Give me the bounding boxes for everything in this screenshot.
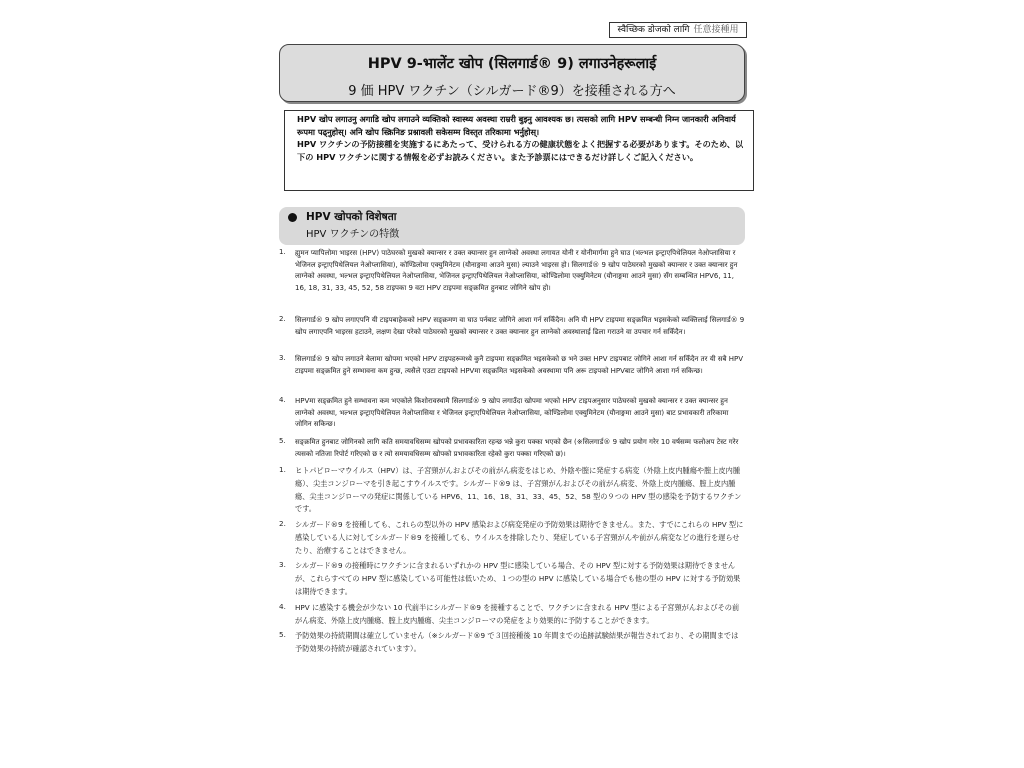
title-box bbox=[279, 44, 745, 102]
title-japanese: 9 価 HPV ワクチン（シルガード®9）を接種される方へ bbox=[348, 84, 676, 99]
list-item-number: 2. bbox=[279, 519, 286, 528]
tag-japanese: 任意接種用 bbox=[693, 25, 739, 35]
list-item-text: सङ्क्रमित हुनबाट जोगिनको लागि कति समयावधिसम्म खोपको प्रभावकारिता रहन्छ भन्ने कुरा पक्का भएको छैन (※सिलगार्ड® 9 खोप प्रयोग गरेर 10 वर्षसम्म फलोअप टेस्ट गरेर त्यसको नतिजा रिपोर्ट गरिएको छ र त्यो समयावधिसम्म खोपको प्रभावकारिता रहेको कुरा पक्का गरिएको छ)। bbox=[295, 438, 739, 458]
list-item-text: シルガード®9 の接種時にワクチンに含まれるいずれかの HPV 型に感染している場合、その HPV 型に対する予防効果は期待できませんが、これらすべての HPV 型に感染している可能性は低いため、１つの型の HPV に感染している場合でも他の型の HPV に対する予防効果は期待できます。 bbox=[295, 561, 741, 596]
list-item-number: 3. bbox=[279, 560, 286, 569]
list-item-text: 予防効果の持続期間は確立していません（※シルガード®9 で３回接種後 10 年間までの追跡試験結果が報告されており、その期間までは予防効果の持続が確認されています）。 bbox=[295, 631, 739, 653]
voluntary-vaccination-tag bbox=[609, 22, 747, 38]
list-item-text: HPV に感染する機会が少ない 10 代前半にシルガード®9 を接種することで、ワクチンに含まれる HPV 型による子宮頸がんおよびその前がん病変、外陰上皮内腫瘍、膣上皮内腫瘍、尖圭コンジローマの発症をより効果的に予防することができます。 bbox=[295, 603, 740, 625]
notice-nepali: HPV खोप लगाउनु अगाडि खोप लगाउने व्यक्तिको स्वास्थ्य अवस्था राम्ररी बुझ्नु आवश्यक छ। त्यसको लागि HPV सम्बन्धी निम्न जानकारी अनिवार्य रूपमा पढ्नुहोस्। अनि खोप स्क्रिनिङ प्रश्नावली सकेसम्म विस्तृत तरिकामा भर्नुहोस्। bbox=[297, 114, 736, 137]
tag-nepali: स्वैच्छिक डोजको लागि bbox=[617, 25, 690, 35]
notice-japanese: HPV ワクチンの予防接種を実施するにあたって、受けられる方の健康状態をよく把握する必要があります。そのため、以下の HPV ワクチンに関する情報を必ずお読みください。また予診票にはできるだけ詳しくご記入ください。 bbox=[297, 139, 744, 162]
list-item-number: 5. bbox=[279, 630, 286, 639]
list-item-number: 4. bbox=[279, 602, 286, 611]
list-item-text: ह्युमन प्यापिलोमा भाइरस (HPV) पाठेघरको मुखको क्यान्सर र उक्त क्यान्सर हुन लाग्नेको अवस्था लगायत योनी र योनीमार्गमा हुने घाउ (भल्भल इन्ट्राएपिथेलियल नेओप्लासिया र भेजिनल इन्ट्राएपिथेलियल नेओप्लासिया), कोण्डिलोमा एक्युमिनेटम (यौनाङ्गमा आउने मुसा) ल्याउने भाइरस हो। सिलगार्ड® 9 खोप पाठेघरको मुखको क्यान्सर र उक्त क्यान्सर हुन लाग्नेको अवस्था, भल्भल इन्ट्राएपिथेलियल नेओप्लासिया, भेजिनल इन्ट्राएपिथेलियल नेओप्लासिया, कोण्डिलोमा एक्युमिनेटम (यौनाङ्गमा आउने मुसा) सँग सम्बन्धित HPV6, 11, 16, 18, 31, 33, 45, 52, 58 टाइपका 9 वटा HPV टाइपमा सङ्क्रमित हुनबाट जोगिने खोप हो। bbox=[295, 249, 738, 292]
list-item-number: 3. bbox=[279, 354, 286, 362]
list-item-text: सिलगार्ड® 9 खोप लगाउने बेलामा खोपमा भएको HPV टाइपहरूमध्ये कुनै टाइपमा सङ्क्रमित भइसकेको छ भने उक्त HPV टाइपबाट जोगिने आशा गर्न सकिँदैन तर यी सबै HPV टाइपमा सङ्क्रमित हुने सम्भावना कम हुन्छ, त्यसैले एउटा टाइपको HPVमा सङ्क्रमित भइसकेको अवस्थामा पनि अरू टाइपको HPVबाट जोगिने आशा गर्न सकिन्छ। bbox=[295, 355, 744, 375]
section-header bbox=[279, 207, 745, 245]
list-item-number: 5. bbox=[279, 437, 286, 445]
bullet-icon bbox=[288, 213, 297, 222]
list-item-number: 1. bbox=[279, 465, 286, 474]
list-item-text: HPVमा सङ्क्रमित हुने सम्भावना कम भएकोले किशोरावस्थामै सिलगार्ड® 9 खोप लगाउँदा खोपमा भएको HPV टाइपअनुसार पाठेघरको मुखको क्यान्सर र उक्त क्यान्सर हुन लाग्नेको अवस्था, भल्भल इन्ट्राएपिथेलियल नेओप्लासिया र भेजिनल इन्ट्राएपिथेलियल नेओप्लासिया, कोण्डिलोमा एक्युमिनेटम (यौनाङ्गमा आउने मुसा) बाट प्रभावकारी तरिकामा जोगिन सकिन्छ। bbox=[295, 397, 729, 429]
list-item-number: 4. bbox=[279, 396, 286, 404]
notice-box bbox=[284, 110, 754, 191]
list-item-number: 2. bbox=[279, 315, 286, 323]
section-title-nepali: HPV खोपको विशेषता bbox=[306, 211, 397, 223]
list-item-text: ヒトパピローマウイルス（HPV）は、子宮頸がんおよびその前がん病変をはじめ、外陰や膣に発症する病変（外陰上皮内腫瘍や膣上皮内腫瘍）、尖圭コンジローマを引き起こすウイルスです。シルガード®9 は、子宮頸がんおよびその前がん病変、外陰上皮内腫瘍、膣上皮内腫瘍、尖圭コンジローマの発症に関係している HPV6、11、16、18、31、33、45、52、58 型の９つの HPV 型の感染を予防するワクチンです。 bbox=[295, 466, 742, 514]
section-title-japanese: HPV ワクチンの特徴 bbox=[306, 229, 400, 240]
list-item-number: 1. bbox=[279, 248, 286, 256]
title-nepali: HPV 9-भालेंट खोप (सिलगार्ड® 9) लगाउनेहरूलाई bbox=[367, 56, 657, 72]
list-item-text: シルガード®9 を接種しても、これらの型以外の HPV 感染および病変発症の予防効果は期待できません。また、すでにこれらの HPV 型に感染している人に対してシルガード®9 を接種しても、ウイルスを排除したり、発症している子宮頸がんや前がん病変などの進行を遅らせたり、治療することはできません。 bbox=[295, 520, 744, 555]
list-item-text: सिलगार्ड® 9 खोप लगाएपनि यी टाइपबाहेकको HPV सङ्क्रमण वा घाउ पर्नबाट जोगिने आशा गर्न सकिँदैन। अनि यी HPV टाइपमा सङ्क्रमित भइसकेको व्यक्तिलाई सिलगार्ड® 9 खोप लगाएपनि भाइरस हटाउने, लक्षण देखा परेको पाठेघरको मुखको क्यान्सर र उक्त क्यान्सर हुन लाग्नेको अवस्थालाई ढिला गराउने वा उपचार गर्न सकिँदैन। bbox=[295, 316, 745, 336]
